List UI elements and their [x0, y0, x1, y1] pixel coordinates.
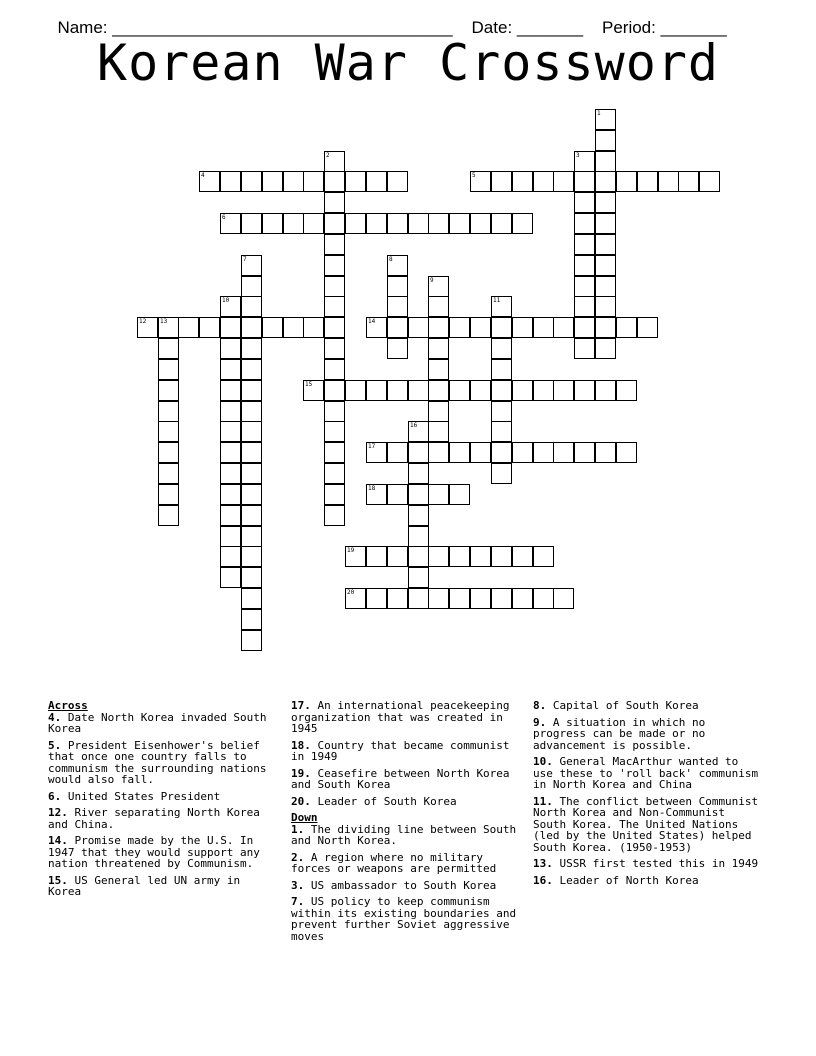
crossword-cell[interactable]	[241, 484, 262, 505]
clue-number: 20	[347, 589, 355, 596]
crossword-cell[interactable]	[470, 546, 491, 567]
clue-number-label: 15.	[48, 873, 68, 887]
crossword-cell[interactable]	[408, 380, 429, 401]
crossword-cell[interactable]	[220, 546, 241, 567]
clue-number-label: 12.	[48, 806, 68, 819]
crossword-cell[interactable]	[574, 296, 595, 317]
crossword-cell[interactable]	[324, 442, 345, 463]
crossword-cell[interactable]	[408, 588, 429, 609]
crossword-cell[interactable]	[616, 171, 637, 192]
clue-number: 13	[160, 318, 168, 325]
crossword-cell[interactable]	[345, 213, 366, 234]
crossword-cell[interactable]	[283, 317, 304, 338]
crossword-cell[interactable]	[428, 296, 449, 317]
crossword-cell[interactable]	[491, 338, 512, 359]
clue-column-2	[291, 700, 519, 947]
clue-number-label: 2.	[291, 850, 305, 864]
crossword-cell[interactable]	[283, 213, 304, 234]
crossword-cell[interactable]	[428, 546, 449, 567]
clue	[48, 835, 276, 870]
crossword-cell[interactable]	[595, 255, 616, 276]
crossword-cell[interactable]	[387, 380, 408, 401]
crossword-cell[interactable]	[512, 546, 533, 567]
clue	[48, 791, 276, 803]
crossword-cell[interactable]	[387, 171, 408, 192]
crossword-cell[interactable]	[324, 234, 345, 255]
crossword-cell[interactable]	[408, 442, 429, 463]
crossword-cell[interactable]	[408, 526, 429, 547]
clue-text: Leader of North Korea	[552, 873, 699, 887]
crossword-cell[interactable]	[158, 317, 179, 338]
crossword-cell[interactable]	[428, 317, 449, 338]
crossword-cell[interactable]	[408, 213, 429, 234]
crossword-cell[interactable]	[345, 588, 366, 609]
crossword-cell[interactable]	[241, 463, 262, 484]
crossword-cell[interactable]	[283, 171, 304, 192]
crossword-cell[interactable]	[158, 505, 179, 526]
crossword-cell[interactable]	[616, 380, 637, 401]
crossword-cell[interactable]	[574, 171, 595, 192]
name-field[interactable]: Name: ____________________________________	[57, 18, 453, 37]
crossword-cell[interactable]	[408, 421, 429, 442]
crossword-cell[interactable]	[241, 317, 262, 338]
crossword-cell[interactable]	[220, 484, 241, 505]
crossword-cell[interactable]	[491, 317, 512, 338]
crossword-cell[interactable]	[345, 546, 366, 567]
crossword-cell[interactable]	[324, 296, 345, 317]
crossword-cell[interactable]	[324, 255, 345, 276]
crossword-cell[interactable]	[428, 588, 449, 609]
crossword-cell[interactable]	[324, 171, 345, 192]
crossword-cell[interactable]	[512, 380, 533, 401]
crossword-cell[interactable]	[178, 317, 199, 338]
crossword-cell[interactable]	[220, 463, 241, 484]
crossword-cell[interactable]	[158, 338, 179, 359]
clue-number-label: 17.	[291, 699, 311, 712]
crossword-cell[interactable]	[241, 276, 262, 297]
crossword-cell[interactable]	[241, 526, 262, 547]
crossword-cell[interactable]	[241, 505, 262, 526]
crossword-cell[interactable]	[324, 484, 345, 505]
crossword-cell[interactable]	[241, 546, 262, 567]
crossword-cell[interactable]	[637, 317, 658, 338]
crossword-cell[interactable]	[616, 442, 637, 463]
crossword-cell[interactable]	[387, 296, 408, 317]
crossword-cell[interactable]	[345, 380, 366, 401]
clue-text: A situation in which no progress can be made or no advancement is possible.	[533, 715, 706, 752]
crossword-cell[interactable]	[533, 588, 554, 609]
crossword-cell[interactable]	[553, 317, 574, 338]
clue-text: An international peacekeeping organization that was created in 1945	[291, 699, 510, 735]
clue-text: Leader of South Korea	[310, 794, 457, 808]
crossword-cell[interactable]	[574, 192, 595, 213]
crossword-cell[interactable]	[616, 317, 637, 338]
crossword-cell[interactable]	[262, 213, 283, 234]
clue-number-label: 3.	[291, 878, 305, 892]
clue	[291, 896, 519, 942]
clue-number-label: 11.	[533, 794, 553, 808]
crossword-cell[interactable]	[303, 380, 324, 401]
crossword-cell[interactable]	[345, 171, 366, 192]
crossword-cell[interactable]	[324, 505, 345, 526]
clue-number: 10	[222, 297, 230, 304]
clue-number: 1	[597, 110, 601, 117]
clue-text: US policy to keep communism within its existing boundaries and prevent further Soviet aggressive moves	[291, 895, 517, 943]
crossword-cell[interactable]	[428, 359, 449, 380]
crossword-cell[interactable]	[241, 296, 262, 317]
clue-text: General MacArthur wanted to use these to 'roll back' communism in North Korea and China	[533, 755, 759, 791]
clue-number: 7	[243, 256, 247, 263]
crossword-cell[interactable]	[324, 401, 345, 422]
crossword-cell[interactable]	[512, 588, 533, 609]
crossword-cell[interactable]	[366, 442, 387, 463]
crossword-cell[interactable]	[595, 442, 616, 463]
crossword-cell[interactable]	[199, 317, 220, 338]
clue-text: US ambassador to South Korea	[304, 878, 497, 892]
clue-text: Promise made by the U.S. In 1947 that they would support any nation threatened by Communism.	[48, 834, 260, 870]
date-field[interactable]: Date: _______	[471, 18, 584, 37]
crossword-cell[interactable]	[449, 588, 470, 609]
crossword-cell[interactable]	[428, 276, 449, 297]
crossword-cell[interactable]	[491, 401, 512, 422]
crossword-cell[interactable]	[553, 588, 574, 609]
crossword-cell[interactable]	[595, 130, 616, 151]
crossword-cell[interactable]	[158, 359, 179, 380]
clue	[533, 756, 761, 791]
crossword-cell[interactable]	[553, 442, 574, 463]
crossword-cell[interactable]	[574, 234, 595, 255]
crossword-cell[interactable]	[533, 442, 554, 463]
crossword-cell[interactable]	[324, 151, 345, 172]
crossword-cell[interactable]	[366, 317, 387, 338]
crossword-cell[interactable]	[241, 213, 262, 234]
crossword-cell[interactable]	[366, 588, 387, 609]
clue-number-label: 14.	[48, 834, 68, 847]
clue	[291, 824, 519, 847]
crossword-cell[interactable]	[408, 567, 429, 588]
crossword-cell[interactable]	[491, 359, 512, 380]
crossword-cell[interactable]	[324, 317, 345, 338]
crossword-cell[interactable]	[637, 171, 658, 192]
crossword-cell[interactable]	[678, 171, 699, 192]
crossword-cell[interactable]	[387, 213, 408, 234]
clue-text: A region where no military forces or weapons are permitted	[291, 850, 497, 875]
clue-text: Ceasefire between North Korea and South Korea	[291, 766, 510, 791]
clue-text: President Eisenhower's belief that once one country falls to communism the surrounding nations would also fall.	[48, 738, 267, 786]
clue	[291, 796, 519, 808]
clue-number-label: 13.	[533, 857, 553, 870]
crossword-cell[interactable]	[220, 421, 241, 442]
clue-number: 11	[493, 297, 501, 304]
crossword-cell[interactable]	[158, 380, 179, 401]
clue-number-label: 18.	[291, 738, 311, 752]
clue-text: USSR first tested this in 1949	[552, 857, 759, 870]
crossword-cell[interactable]	[220, 317, 241, 338]
crossword-cell[interactable]	[324, 338, 345, 359]
crossword-cell[interactable]	[512, 171, 533, 192]
crossword-cell[interactable]	[449, 380, 470, 401]
crossword-cell[interactable]	[387, 338, 408, 359]
crossword-cell[interactable]	[241, 255, 262, 276]
crossword-cell[interactable]	[158, 442, 179, 463]
clue-text: US General led UN army in Korea	[48, 873, 241, 898]
clue-number: 15	[305, 381, 313, 388]
clue-text: Country that became communist in 1949	[291, 738, 510, 763]
clue-number: 5	[472, 172, 476, 179]
crossword-cell[interactable]	[470, 213, 491, 234]
crossword-cell[interactable]	[387, 317, 408, 338]
clue-number-label: 20.	[291, 794, 311, 808]
crossword-cell[interactable]	[533, 171, 554, 192]
crossword-cell[interactable]	[324, 359, 345, 380]
clue-number-label: 5.	[48, 738, 62, 752]
clue-number: 14	[368, 318, 376, 325]
crossword-cell[interactable]	[241, 609, 262, 630]
clue-text: The dividing line between South and North Korea.	[291, 822, 517, 847]
crossword-cell[interactable]	[220, 567, 241, 588]
crossword-cell[interactable]	[387, 442, 408, 463]
crossword-cell[interactable]	[241, 401, 262, 422]
crossword-cell[interactable]	[491, 463, 512, 484]
crossword-cell[interactable]	[428, 380, 449, 401]
clue-number-label: 8.	[533, 699, 547, 712]
crossword-cell[interactable]	[241, 442, 262, 463]
crossword-cell[interactable]	[491, 546, 512, 567]
clue-number-label: 16.	[533, 873, 553, 887]
crossword-cell[interactable]	[220, 171, 241, 192]
crossword-cell[interactable]	[158, 421, 179, 442]
crossword-cell[interactable]	[574, 276, 595, 297]
crossword-cell[interactable]	[199, 171, 220, 192]
crossword-cell[interactable]	[595, 213, 616, 234]
crossword-cell[interactable]	[220, 338, 241, 359]
crossword-cell[interactable]	[220, 526, 241, 547]
crossword-cell[interactable]	[241, 380, 262, 401]
crossword-cell[interactable]	[428, 421, 449, 442]
clue	[291, 740, 519, 763]
clue-number: 16	[410, 422, 418, 429]
crossword-cell[interactable]	[470, 442, 491, 463]
crossword-cell[interactable]	[428, 213, 449, 234]
crossword-cell[interactable]	[491, 213, 512, 234]
crossword-cell[interactable]	[324, 463, 345, 484]
crossword-cell[interactable]	[512, 442, 533, 463]
crossword-cell[interactable]	[241, 338, 262, 359]
clue-text: Capital of South Korea	[546, 699, 699, 712]
crossword-cell[interactable]	[241, 630, 262, 651]
across-heading: Across	[48, 699, 88, 712]
clue	[48, 875, 276, 898]
crossword-cell[interactable]	[428, 338, 449, 359]
crossword-cell[interactable]	[428, 484, 449, 505]
clue	[291, 700, 519, 735]
crossword-cell[interactable]	[595, 171, 616, 192]
crossword-cell[interactable]	[574, 380, 595, 401]
clue-number: 2	[326, 152, 330, 159]
crossword-cell[interactable]	[595, 192, 616, 213]
crossword-cell[interactable]	[408, 505, 429, 526]
crossword-cell[interactable]	[449, 546, 470, 567]
crossword-cell[interactable]	[262, 171, 283, 192]
crossword-cell[interactable]	[574, 442, 595, 463]
crossword-cell[interactable]	[241, 567, 262, 588]
clue-number: 12	[139, 318, 147, 325]
crossword-cell[interactable]	[553, 380, 574, 401]
crossword-cell[interactable]	[595, 151, 616, 172]
clue	[291, 768, 519, 791]
crossword-cell[interactable]	[387, 255, 408, 276]
crossword-cell[interactable]	[449, 442, 470, 463]
clue-column-1	[48, 700, 276, 903]
crossword-cell[interactable]	[491, 296, 512, 317]
crossword-cell[interactable]	[491, 421, 512, 442]
crossword-cell[interactable]	[303, 317, 324, 338]
crossword-cell[interactable]	[366, 213, 387, 234]
clue-column-3	[533, 700, 761, 891]
crossword-cell[interactable]	[366, 546, 387, 567]
crossword-cell[interactable]	[553, 171, 574, 192]
crossword-cell[interactable]	[574, 317, 595, 338]
crossword-cell[interactable]	[324, 421, 345, 442]
crossword-cell[interactable]	[449, 317, 470, 338]
crossword-cell[interactable]	[324, 380, 345, 401]
crossword-cell[interactable]	[366, 171, 387, 192]
crossword-cell[interactable]	[303, 213, 324, 234]
crossword-cell[interactable]	[574, 213, 595, 234]
crossword-cell[interactable]	[324, 276, 345, 297]
clue-text: United States President	[61, 789, 221, 803]
crossword-cell[interactable]	[533, 317, 554, 338]
clue-number-label: 9.	[533, 715, 547, 729]
clue	[533, 858, 761, 870]
crossword-cell[interactable]	[533, 546, 554, 567]
crossword-cell[interactable]	[491, 588, 512, 609]
clue	[48, 740, 276, 786]
crossword-cell[interactable]	[449, 213, 470, 234]
crossword-cell[interactable]	[220, 213, 241, 234]
crossword-cell[interactable]	[512, 213, 533, 234]
clue-number: 4	[201, 172, 205, 179]
crossword-cell[interactable]	[387, 484, 408, 505]
crossword-cell[interactable]	[241, 359, 262, 380]
crossword-cell[interactable]	[220, 296, 241, 317]
clue-number: 17	[368, 443, 376, 450]
crossword-cell[interactable]	[324, 213, 345, 234]
crossword-cell[interactable]	[595, 276, 616, 297]
crossword-cell[interactable]	[595, 317, 616, 338]
clue	[291, 852, 519, 875]
crossword-cell[interactable]	[533, 380, 554, 401]
clue-number-label: 10.	[533, 755, 553, 768]
crossword-cell[interactable]	[408, 317, 429, 338]
clue	[533, 700, 761, 712]
crossword-cell[interactable]	[595, 338, 616, 359]
clue-number-label: 7.	[291, 895, 305, 908]
crossword-cell[interactable]	[574, 255, 595, 276]
crossword-cell[interactable]	[387, 588, 408, 609]
crossword-cell[interactable]	[595, 296, 616, 317]
crossword-cell[interactable]	[574, 151, 595, 172]
crossword-cell[interactable]	[220, 401, 241, 422]
crossword-cell[interactable]	[220, 442, 241, 463]
crossword-cell[interactable]	[220, 359, 241, 380]
clue-number: 3	[576, 152, 580, 159]
clue	[48, 807, 276, 830]
clue	[291, 880, 519, 892]
clue-number: 19	[347, 547, 355, 554]
crossword-cell[interactable]	[512, 317, 533, 338]
crossword-cell[interactable]	[491, 171, 512, 192]
crossword-cell[interactable]	[241, 171, 262, 192]
crossword-cell[interactable]	[262, 317, 283, 338]
crossword-cell[interactable]	[470, 171, 491, 192]
crossword-cell[interactable]	[241, 421, 262, 442]
clue	[533, 796, 761, 854]
crossword-cell[interactable]	[574, 338, 595, 359]
crossword-cell[interactable]	[303, 171, 324, 192]
crossword-cell[interactable]	[491, 380, 512, 401]
crossword-cell[interactable]	[595, 234, 616, 255]
crossword-cell[interactable]	[428, 401, 449, 422]
clue	[533, 875, 761, 887]
crossword-cell[interactable]	[158, 401, 179, 422]
crossword-cell[interactable]	[658, 171, 679, 192]
page-title: Korean War Crossword	[96, 34, 720, 92]
period-field[interactable]: Period: _______	[601, 18, 727, 37]
clue	[48, 712, 276, 735]
crossword-cell[interactable]	[470, 380, 491, 401]
crossword-cell[interactable]	[470, 317, 491, 338]
crossword-cell[interactable]	[428, 442, 449, 463]
crossword-cell[interactable]	[137, 317, 158, 338]
down-heading: Down	[291, 811, 318, 824]
crossword-cell[interactable]	[595, 109, 616, 130]
crossword-cell[interactable]	[595, 380, 616, 401]
crossword-cell[interactable]	[324, 192, 345, 213]
crossword-cell[interactable]	[220, 505, 241, 526]
crossword-cell[interactable]	[491, 442, 512, 463]
crossword-cell[interactable]	[387, 546, 408, 567]
crossword-cell[interactable]	[449, 484, 470, 505]
clue-number: 18	[368, 485, 376, 492]
clue-number: 9	[430, 277, 434, 284]
clue-text: Date North Korea invaded South Korea	[48, 710, 267, 735]
clue-number-label: 1.	[291, 822, 305, 836]
clue-number: 6	[222, 214, 226, 221]
crossword-cell[interactable]	[158, 484, 179, 505]
crossword-cell[interactable]	[241, 588, 262, 609]
crossword-cell[interactable]	[158, 463, 179, 484]
clue-text: River separating North Korea and China.	[48, 806, 260, 831]
clue	[533, 717, 761, 752]
crossword-cell[interactable]	[387, 276, 408, 297]
crossword-cell[interactable]	[699, 171, 720, 192]
clue-number-label: 19.	[291, 766, 311, 780]
crossword-cell[interactable]	[366, 380, 387, 401]
crossword-cell[interactable]	[408, 463, 429, 484]
clue-number: 8	[389, 256, 393, 263]
crossword-cell[interactable]	[220, 380, 241, 401]
crossword-cell[interactable]	[366, 484, 387, 505]
crossword-cell[interactable]	[408, 484, 429, 505]
crossword-cell[interactable]	[408, 546, 429, 567]
crossword-cell[interactable]	[470, 588, 491, 609]
clue-number-label: 4.	[48, 710, 62, 724]
clue-number-label: 6.	[48, 789, 62, 803]
clue-text: The conflict between Communist North Korea and Non-Communist South Korea. The United Nations (led by the United States) helped South Korea. (1950-1953)	[533, 794, 759, 854]
